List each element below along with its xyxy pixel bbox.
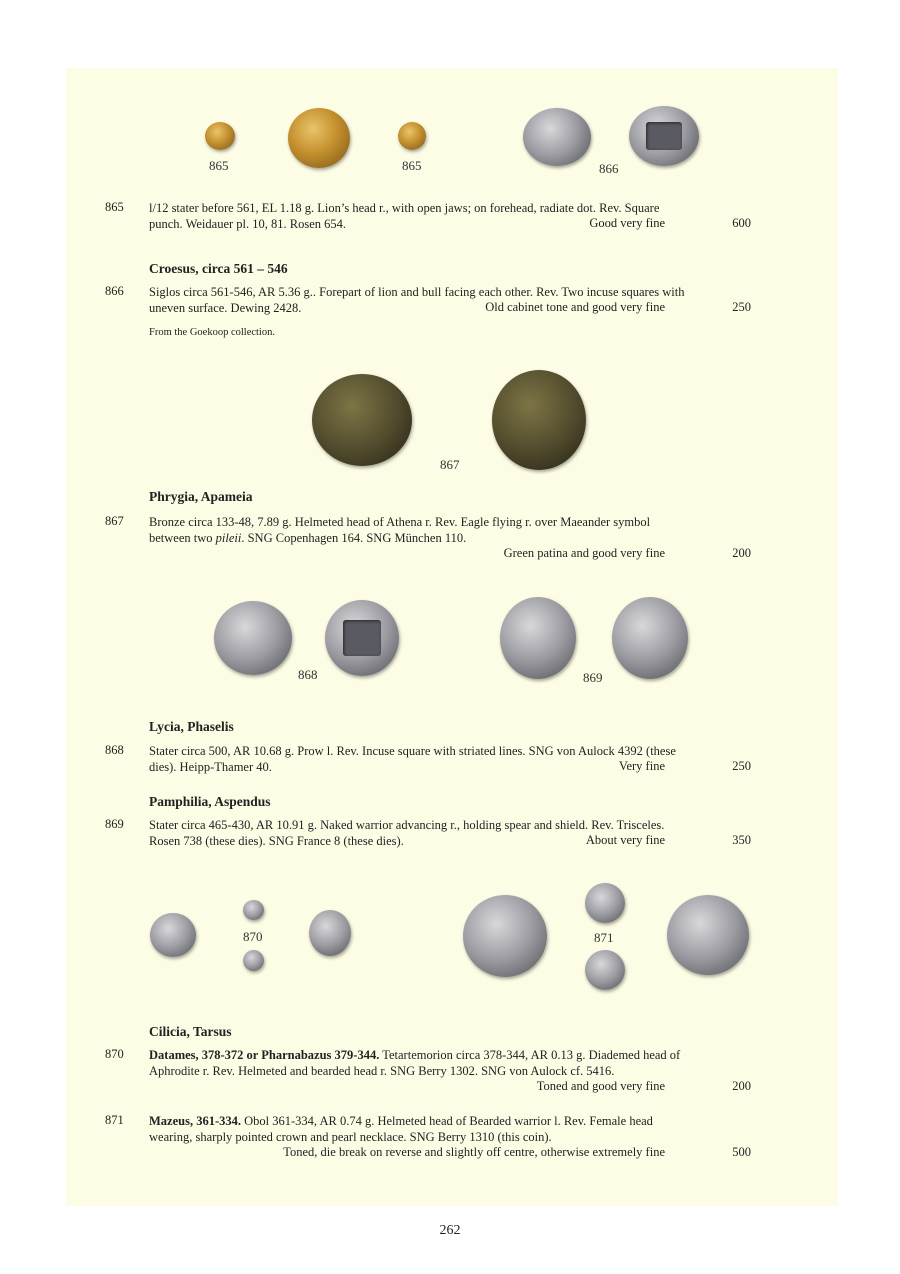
lot-870-line2: Aphrodite r. Rev. Helmeted and bearded head r. SNG Berry 1302. SNG von Aulock cf. 5416. — [149, 1064, 615, 1078]
image-label-869: 869 — [583, 670, 603, 685]
lot-867-heading: Phrygia, Apameia — [149, 489, 253, 504]
image-label-868: 868 — [298, 667, 318, 682]
lot-866-provenance: From the Goekoop collection. — [149, 327, 275, 338]
lot-866-heading: Croesus, circa 561 – 546 — [149, 261, 288, 276]
image-label-866: 866 — [599, 161, 619, 176]
lot-869-line2: Rosen 738 (these dies). SNG France 8 (these dies). — [149, 834, 404, 848]
coin-866-obverse — [523, 108, 591, 166]
lot-870-ruler: Datames, 378-372 or Pharnabazus 379-344. — [149, 1048, 380, 1062]
lot-869-number: 869 — [105, 817, 124, 831]
lot-867-line2-post: . SNG Copenhagen 164. SNG München 110. — [241, 531, 467, 545]
lot-867-description — [149, 514, 751, 546]
lot-871-number: 871 — [105, 1113, 124, 1127]
image-label-871: 871 — [594, 930, 614, 945]
lot-866-grade: Old cabinet tone and good very fine — [485, 300, 665, 314]
lot-871-description — [149, 1113, 751, 1145]
lot-865-line2: punch. Weidauer pl. 10, 81. Rosen 654. — [149, 217, 346, 231]
lot-870-number: 870 — [105, 1047, 124, 1061]
coin-870-enlarged-reverse — [309, 910, 351, 956]
lot-866-number: 866 — [105, 284, 124, 298]
lot-871-ruler: Mazeus, 361-334. — [149, 1114, 241, 1128]
lot-871-line1 — [149, 1113, 751, 1129]
lot-871-line1-text: Obol 361-334, AR 0.74 g. Helmeted head of Bearded warrior l. Rev. Female head — [241, 1114, 653, 1128]
coin-869-reverse — [612, 597, 688, 679]
lot-867-number: 867 — [105, 514, 124, 528]
lot-867-line2-pre: between two — [149, 531, 216, 545]
coin-870-reverse — [243, 950, 264, 971]
lot-867-line2 — [149, 530, 751, 546]
lot-868-price: 250 — [732, 759, 751, 773]
coin-867-obverse — [312, 374, 412, 466]
lot-867-grade: Green patina and good very fine — [503, 546, 665, 560]
lot-868-grade: Very fine — [618, 759, 665, 773]
lot-867-line1: Bronze circa 133-48, 7.89 g. Helmeted head of Athena r. Rev. Eagle flying r. over Maeander symbol — [149, 515, 651, 529]
coin-871-obverse — [585, 883, 625, 923]
coin-868-reverse — [325, 600, 399, 676]
lot-870-line1 — [149, 1047, 751, 1063]
coin-869-obverse — [500, 597, 576, 679]
coin-865-obverse-small — [205, 122, 235, 150]
coin-865-reverse-small — [398, 122, 426, 150]
lot-865-number: 865 — [105, 200, 124, 214]
lot-868-line1: Stater circa 500, AR 10.68 g. Prow l. Rev. Incuse square with striated lines. SNG von Aulock 4392 (these — [149, 744, 676, 758]
coin-866-reverse — [629, 106, 699, 166]
coin-871-enlarged-obverse — [463, 895, 547, 977]
lot-865-grade: Good very fine — [589, 216, 665, 230]
lot-871-price: 500 — [732, 1145, 751, 1159]
coin-870-enlarged-obverse — [150, 913, 196, 957]
coin-867-reverse — [492, 370, 586, 470]
page-number: 262 — [439, 1223, 461, 1238]
image-label-865-b: 865 — [402, 158, 422, 173]
coin-868-obverse — [214, 601, 292, 675]
coin-870-obverse — [243, 900, 264, 920]
lot-871-grade: Toned, die break on reverse and slightly off centre, otherwise extremely fine — [283, 1145, 665, 1159]
lot-870-description — [149, 1047, 751, 1079]
lot-866-line1: Siglos circa 561-546, AR 5.36 g.. Forepart of lion and bull facing each other. Rev. Two incuse squares with — [149, 285, 685, 299]
lot-865-line1: l/12 stater before 561, EL 1.18 g. Lion’s head r., with open jaws; on forehead, radiate dot. Rev. Square — [149, 201, 660, 215]
coin-871-enlarged-reverse — [667, 895, 749, 975]
lot-867-line2-italic: pileii — [215, 531, 242, 545]
coin-865-obverse-large — [288, 108, 350, 168]
coin-871-reverse — [585, 950, 625, 990]
lot-868-heading: Lycia, Phaselis — [149, 719, 234, 734]
lot-870-heading: Cilicia, Tarsus — [149, 1024, 232, 1039]
lot-869-line1: Stater circa 465-430, AR 10.91 g. Naked warrior advancing r., holding spear and shield. Rev. Trisceles. — [149, 818, 665, 832]
lot-866-line2: uneven surface. Dewing 2428. — [149, 301, 302, 315]
lot-869-heading: Pamphilia, Aspendus — [149, 794, 271, 809]
lot-868-number: 868 — [105, 743, 124, 757]
image-label-870: 870 — [243, 929, 263, 944]
lot-869-grade: About very fine — [585, 833, 665, 847]
image-label-865-a: 865 — [209, 158, 229, 173]
lot-870-line1-text: Tetartemorion circa 378-344, AR 0.13 g. Diademed head of — [379, 1048, 681, 1062]
lot-866-price: 250 — [732, 300, 751, 314]
lot-867-price: 200 — [732, 546, 751, 560]
lot-868-line2: dies). Heipp-Thamer 40. — [149, 760, 272, 774]
lot-869-price: 350 — [732, 833, 751, 847]
image-label-867: 867 — [440, 457, 460, 472]
lot-871-line2: wearing, sharply pointed crown and pearl necklace. SNG Berry 1310 (this coin). — [149, 1130, 552, 1144]
lot-870-price: 200 — [732, 1079, 751, 1093]
lot-870-grade: Toned and good very fine — [536, 1079, 665, 1093]
lot-865-price: 600 — [732, 216, 751, 230]
